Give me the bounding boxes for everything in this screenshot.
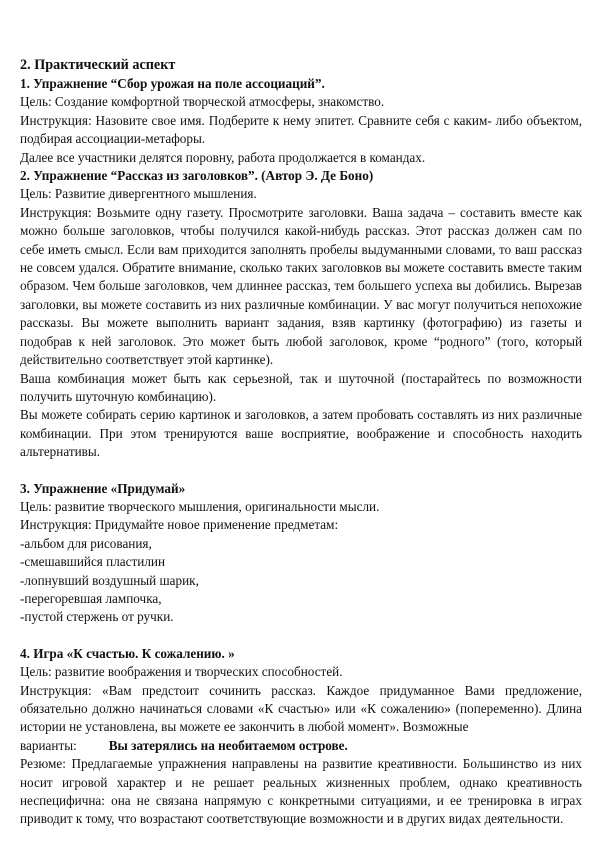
summary-paragraph: Резюме: Предлагаемые упражнения направлены на развитие креативности. Большинство из них носит игровой характер и не решает реальных жизненных проблем, однако креативность неспецифична: она не связана напрямую с конкретными ситуациями, и ее тренировка в играх приводит к тому, что возрастают соответствующие возможности и в других видах деятельности. xyxy=(20,756,582,827)
exercise-2-instruction: Инструкция: Возьмите одну газету. Просмотрите заголовки. Ваша задача – составить вместе как можно больше заголовков, чтобы получился какой-нибудь рассказ. Этот рассказ должен сам по себе иметь смысл. Если вам приходится заполнять пробелы выдуманными словами, то ваш рассказ не совсем удался. Обратите внимание, сколько таких заголовков вы можете составить вместе таким образом. Чем больше заголовков, чем длиннее рассказ, тем большего успеха вы добились. Вырезав заголовки, вы можете составить из них различные комбинации. У вас могут получиться непохожие рассказы. Вы можете выполнить вариант задания, взяв картинку (фотографию) из газеты и подобрав к ней заголовок. Это может быть любой заголовок, кроме “родного” (того, который действительно соответствует этой картинке). xyxy=(20,204,582,368)
exercise-4-variants xyxy=(20,737,582,755)
exercise-4-goal: Цель: развитие воображения и творческих способностей. xyxy=(20,664,343,680)
list-item: -альбом для рисования, xyxy=(20,535,152,551)
exercise-2-title: 2. Упражнение “Рассказ из заголовков”. (Автор Э. Де Боно) xyxy=(20,168,374,184)
list-item: -лопнувший воздушный шарик, xyxy=(20,572,199,588)
exercise-3-title: 3. Упражнение «Придумай» xyxy=(20,480,186,496)
exercise-4-title: 4. Игра «К счастью. К сожалению. » xyxy=(20,645,235,661)
exercise-2-combination: Ваша комбинация может быть как серьезной, так и шуточной (постарайтесь по возможности получить шуточную комбинацию). xyxy=(20,370,582,404)
exercise-1-title: 1. Упражнение “Сбор урожая на поле ассоциаций”. xyxy=(20,76,325,91)
exercise-2-series: Вы можете собирать серию картинок и заголовков, а затем пробовать составлять из них различные комбинации. При этом тренируются ваше восприятие, воображение и способность находить альтернативы. xyxy=(20,407,582,460)
exercise-1-instruction: Инструкция: Назовите свое имя. Подберите к нему эпитет. Сравните себя с каким- либо объектом, подбирая ассоциации-метафоры. xyxy=(20,112,582,147)
exercise-1-goal: Цель: Создание комфортной творческой атмосферы, знакомство. xyxy=(20,94,385,110)
document-page xyxy=(20,55,582,829)
exercise-1-next: Далее все участники делятся поровну, работа продолжается в командах. xyxy=(20,149,426,165)
variants-label: варианты: xyxy=(20,737,77,753)
list-item: -пустой стержень от ручки. xyxy=(20,609,174,625)
list-item: -смешавшийся пластилин xyxy=(20,554,166,570)
exercise-4-instruction: Инструкция: «Вам предстоит сочинить рассказ. Каждое придуманное Вами предложение, обязательно должно начинаться словами «К счастью» или «К сожалению» (попеременно). Длина истории не установлена, вы можете ее закончить в любой момент». Возможные xyxy=(20,682,582,735)
exercise-2-goal: Цель: Развитие дивергентного мышления. xyxy=(20,186,257,202)
section-heading: 2. Практический аспект xyxy=(20,57,176,73)
exercise-3-goal: Цель: развитие творческого мышления, оригинальности мысли. xyxy=(20,498,380,514)
exercise-3-instruction: Инструкция: Придумайте новое применение предметам: xyxy=(20,517,339,533)
list-item: -перегоревшая лампочка, xyxy=(20,590,162,606)
variant-text: Вы затерялись на необитаемом острове. xyxy=(108,737,348,753)
